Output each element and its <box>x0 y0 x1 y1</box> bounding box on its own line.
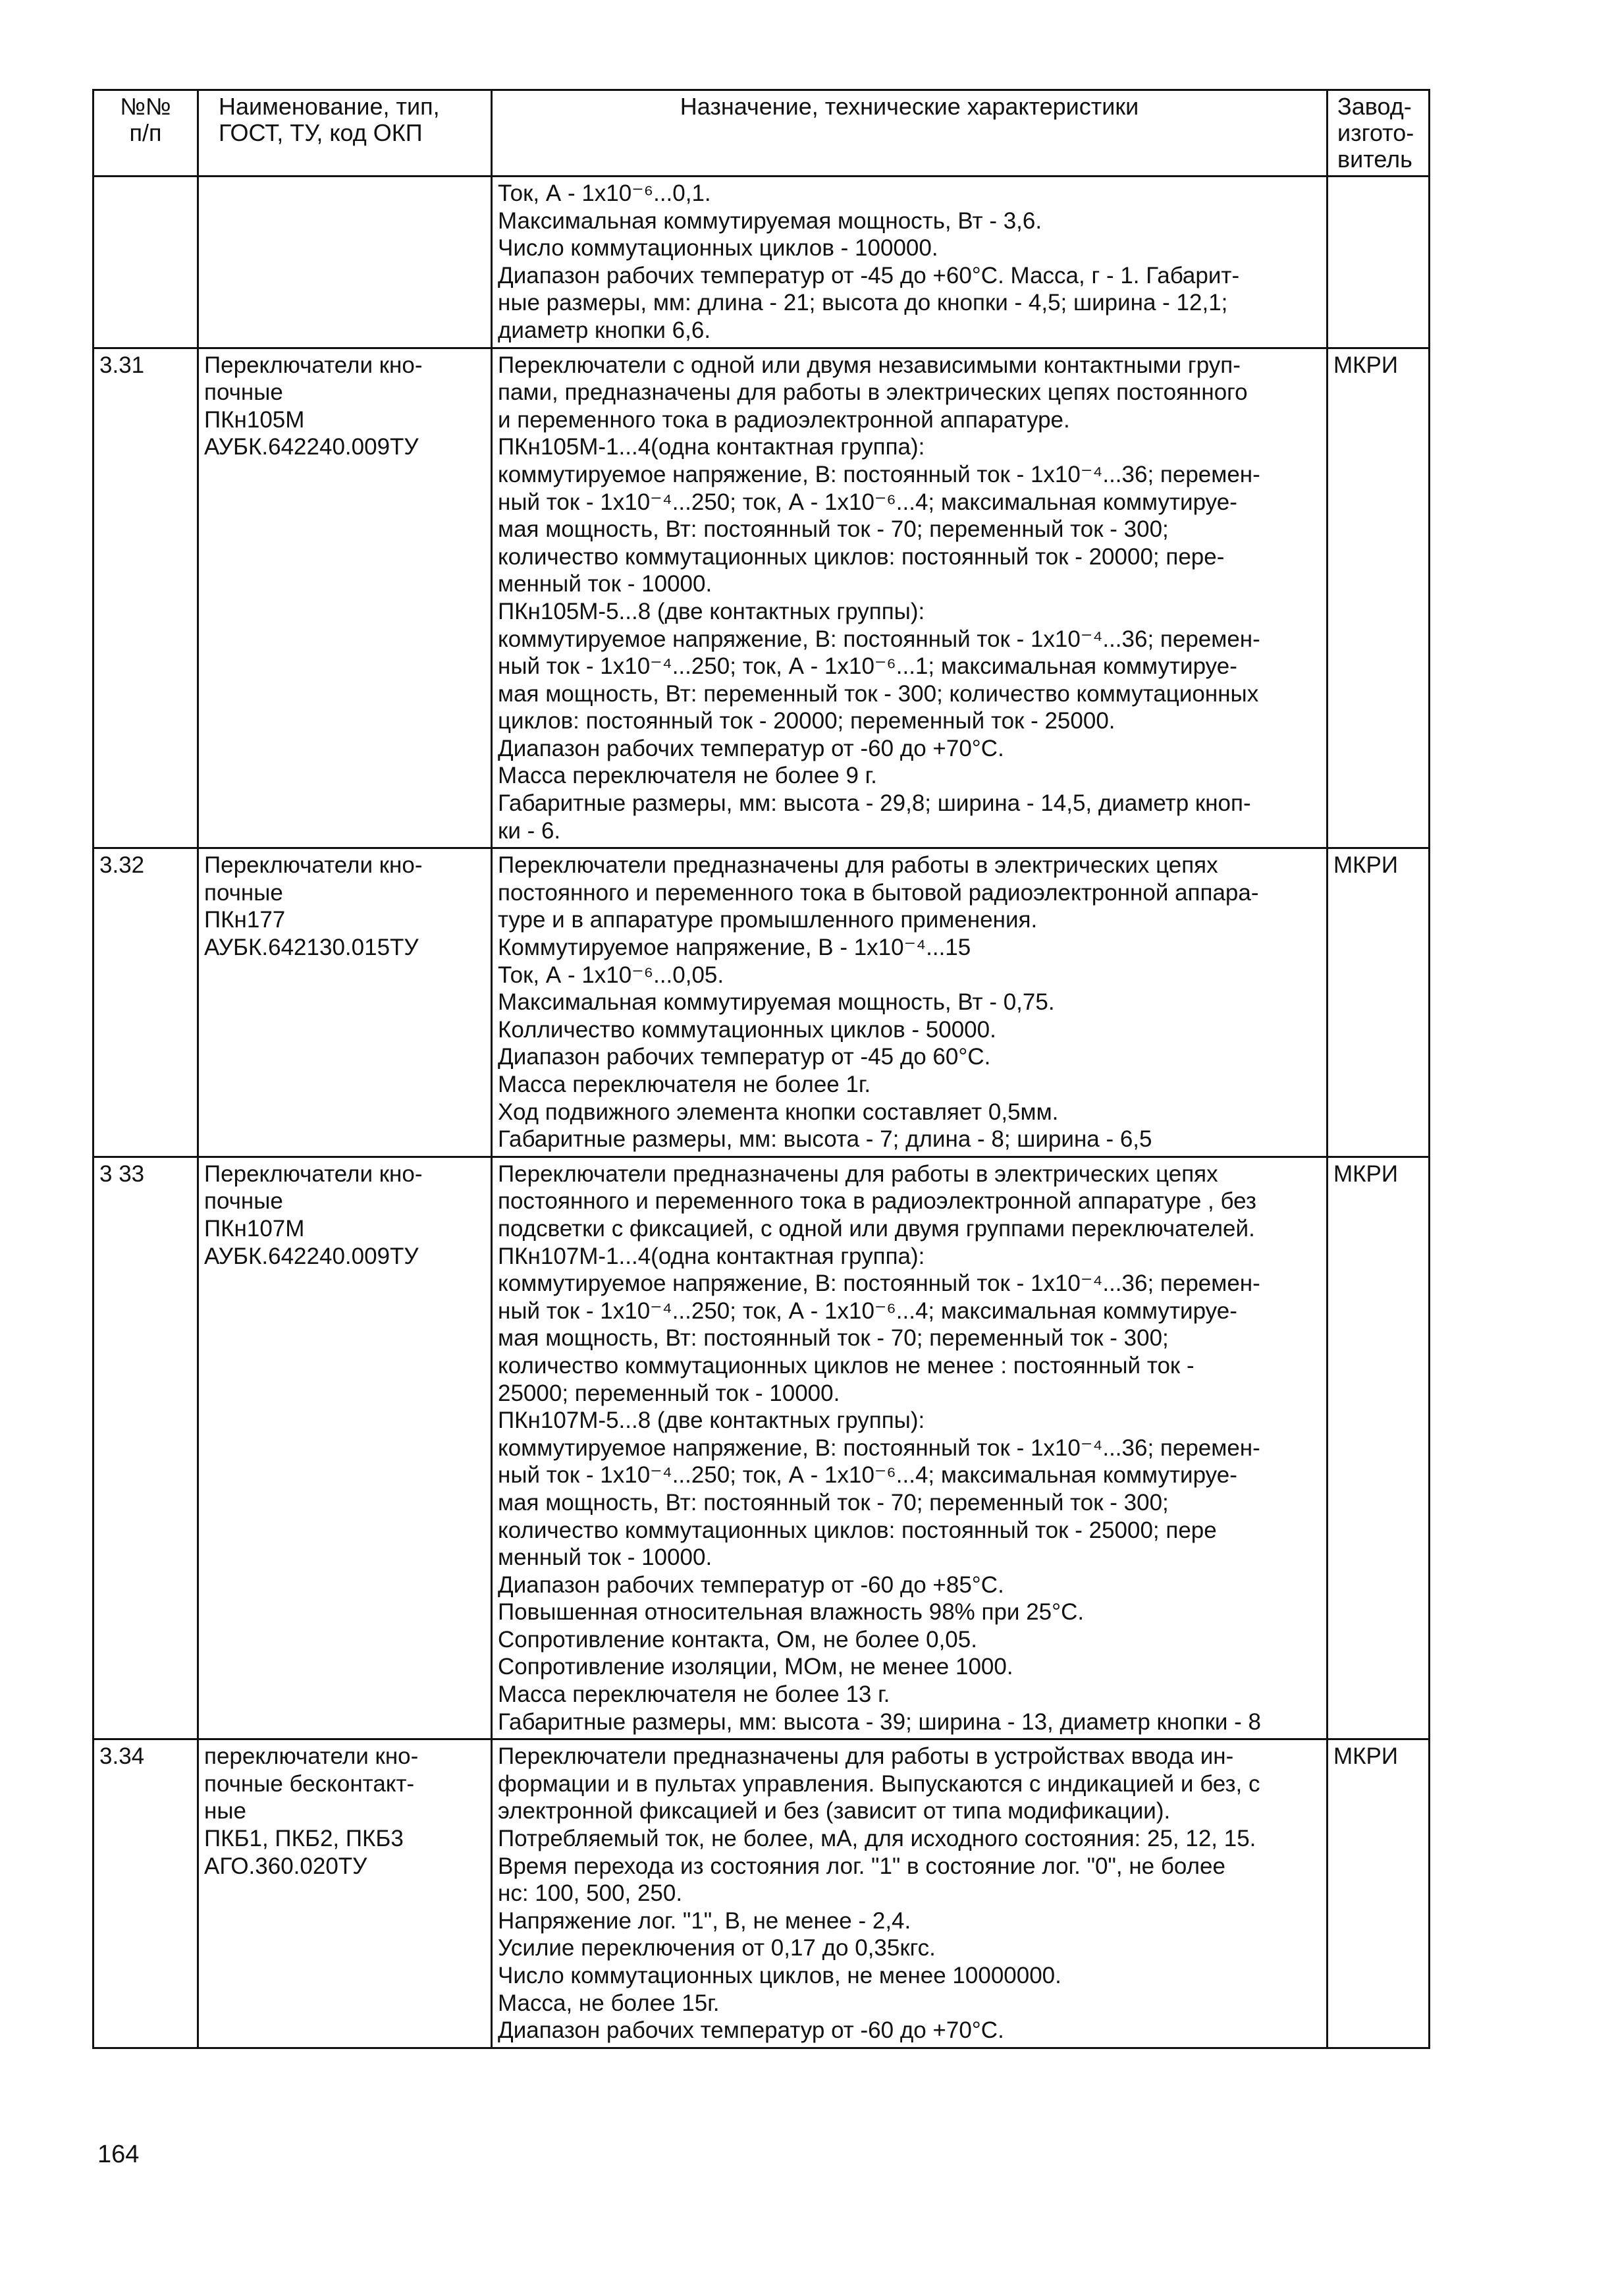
item-name-cell <box>198 848 492 1157</box>
text-line: ные <box>204 1798 246 1824</box>
text-line: постоянного и переменного тока в бытовой радиоэлектронной аппара- <box>498 879 1259 906</box>
text-line: ПКн107М <box>204 1215 305 1242</box>
text-line: формации и в пультах управления. Выпускаются с индикацией и без, с <box>498 1770 1260 1797</box>
text-line: количество коммутационных циклов: постоянный ток - 25000; пере <box>498 1517 1217 1543</box>
text-line: почные <box>204 879 283 906</box>
text-line: ный ток - 1x10⁻⁴...250; ток, А - 1x10⁻⁶...4; максимальная коммутируе- <box>498 489 1237 515</box>
page-number: 164 <box>97 2141 140 2168</box>
text-line: туре и в аппаратуре промышленного применения. <box>498 907 1038 933</box>
text-line: Переключатели с одной или двумя независимыми контактными груп- <box>498 352 1241 378</box>
text-line: АУБК.642130.015ТУ <box>204 935 419 961</box>
text-line: 3 33 <box>99 1161 145 1187</box>
item-manufacturer-cell <box>1328 848 1430 1157</box>
item-number-cell <box>94 348 198 848</box>
text-line: Переключатели предназначены для работы в электрических цепях <box>498 852 1218 879</box>
text-line: Число коммутационных циклов, не менее 10000000. <box>498 1963 1061 1988</box>
text-line: Время перехода из состояния лог. "1" в состояние лог. "0", не более <box>498 1853 1225 1879</box>
text-line: мая мощность, Вт: постоянный ток - 70; переменный ток - 300; <box>498 1325 1169 1352</box>
text-line: ный ток - 1x10⁻⁴...250; ток, А - 1x10⁻⁶...4; максимальная коммутируе- <box>498 1298 1237 1324</box>
item-manufacturer-cell <box>1328 1157 1430 1739</box>
text-line: электронной фиксацией и без (зависит от типа модификации). <box>498 1798 1171 1824</box>
text-line: изгото- <box>1337 119 1414 146</box>
text-line: ГОСТ, ТУ, код ОКП <box>219 119 423 146</box>
item-description-cell <box>492 177 1328 348</box>
text-line: АГО.360.020ТУ <box>204 1853 367 1879</box>
text-line: количество коммутационных циклов: постоянный ток - 20000; пере- <box>498 543 1225 570</box>
text-line: Диапазон рабочих температур от -60 до +70°С. <box>498 735 1004 761</box>
text-line: и переменного тока в радиоэлектронной аппаратуре. <box>498 406 1070 433</box>
text-line: МКРИ <box>1333 352 1399 378</box>
text-line: МКРИ <box>1333 1743 1399 1770</box>
text-line: Масса переключателя не более 9 г. <box>498 763 877 789</box>
text-line: переключатели кно- <box>204 1743 419 1770</box>
text-line: Переключатели кно- <box>204 1161 423 1187</box>
text-line: Число коммутационных циклов - 100000. <box>498 235 938 261</box>
text-line: ПКн105М <box>204 406 305 433</box>
text-line: Диапазон рабочих температур от -45 до +60°С. Масса, г - 1. Габарит- <box>498 262 1240 288</box>
table-row <box>94 348 1430 848</box>
text-line: коммутируемое напряжение, В: постоянный ток - 1x10⁻⁴...36; перемен- <box>498 626 1260 652</box>
text-line: Ток, А - 1x10⁻⁶...0,05. <box>498 962 724 988</box>
item-description-cell <box>492 1157 1328 1739</box>
text-line: ПКн107М-5...8 (две контактных группы): <box>498 1408 925 1434</box>
header-name <box>198 90 492 177</box>
text-line: почные <box>204 379 283 406</box>
text-line: 25000; переменный ток - 10000. <box>498 1380 840 1406</box>
text-line: ПКБ1, ПКБ2, ПКБ3 <box>204 1826 404 1852</box>
text-line: коммутируемое напряжение, В: постоянный ток - 1x10⁻⁴...36; перемен- <box>498 1435 1260 1461</box>
text-line: Ход подвижного элемента кнопки составляет 0,5мм. <box>498 1099 1059 1125</box>
document-page <box>92 89 1414 2049</box>
text-line: №№ <box>120 93 171 120</box>
text-line: Масса переключателя не более 13 г. <box>498 1681 890 1708</box>
text-line: Габаритные размеры, мм: высота - 39; ширина - 13, диаметр кнопки - 8 <box>498 1708 1261 1735</box>
text-line: п/п <box>129 119 162 146</box>
item-manufacturer-cell <box>1328 348 1430 848</box>
item-name-cell <box>198 348 492 848</box>
text-line: Колличество коммутационных циклов - 50000. <box>498 1016 996 1043</box>
text-line: Напряжение лог. "1", В, не менее - 2,4. <box>498 1907 911 1934</box>
text-line: Максимальная коммутируемая мощность, Вт - 0,75. <box>498 989 1055 1016</box>
text-line: Диапазон рабочих температур от -60 до +70°С. <box>498 2017 1004 2044</box>
item-manufacturer-cell <box>1328 1739 1430 2048</box>
text-line: АУБК.642240.009ТУ <box>204 434 419 460</box>
item-name-cell <box>198 1739 492 2048</box>
text-line: Сопротивление контакта, Ом, не более 0,05. <box>498 1626 977 1653</box>
text-line: ный ток - 1x10⁻⁴...250; ток, А - 1x10⁻⁶...1; максимальная коммутируе- <box>498 653 1237 680</box>
text-line: менный ток - 10000. <box>498 571 712 597</box>
table-row <box>94 848 1430 1157</box>
text-line: Переключатели кно- <box>204 852 423 879</box>
text-line: Переключатели предназначены для работы в устройствах ввода ин- <box>498 1743 1234 1770</box>
text-line: Переключатели предназначены для работы в электрических цепях <box>498 1161 1218 1187</box>
table-row <box>94 1739 1430 2048</box>
text-line: коммутируемое напряжение, В: постоянный ток - 1x10⁻⁴...36; перемен- <box>498 461 1260 487</box>
text-line: Максимальная коммутируемая мощность, Вт - 3,6. <box>498 207 1042 234</box>
text-line: витель <box>1337 146 1412 173</box>
item-description-cell <box>492 348 1328 848</box>
text-line: Сопротивление изоляции, МОм, не менее 1000. <box>498 1654 1013 1680</box>
text-line: диаметр кнопки 6,6. <box>498 317 711 343</box>
item-number-cell <box>94 1157 198 1739</box>
text-line: 3.31 <box>99 352 145 378</box>
item-number-cell <box>94 177 198 348</box>
text-line: ПКн105М-1...4(одна контактная группа): <box>498 434 925 460</box>
text-line: Диапазон рабочих температур от -45 до 60°С. <box>498 1044 991 1070</box>
text-line: Назначение, технические характеристики <box>680 93 1139 120</box>
header-number <box>94 90 198 177</box>
text-line: МКРИ <box>1333 852 1399 879</box>
text-line: Масса переключателя не более 1г. <box>498 1072 871 1097</box>
text-line: ки - 6. <box>498 817 561 844</box>
table-header-row <box>94 90 1430 177</box>
text-line: пами, предназначены для работы в электрических цепях постоянного <box>498 379 1248 406</box>
text-line: коммутируемое напряжение, В: постоянный ток - 1x10⁻⁴...36; перемен- <box>498 1271 1260 1297</box>
text-line: ный ток - 1x10⁻⁴...250; ток, А - 1x10⁻⁶...4; максимальная коммутируе- <box>498 1462 1237 1489</box>
text-line: нс: 100, 500, 250. <box>498 1880 683 1907</box>
text-line: Переключатели кно- <box>204 352 423 378</box>
text-line: Ток, А - 1x10⁻⁶...0,1. <box>498 180 711 206</box>
text-line: ПКн105М-5...8 (две контактных группы): <box>498 598 925 624</box>
text-line: Габаритные размеры, мм: высота - 29,8; ширина - 14,5, диаметр кноп- <box>498 790 1251 817</box>
text-line: 3.32 <box>99 852 145 879</box>
table-body <box>94 177 1430 2048</box>
text-line: МКРИ <box>1333 1161 1399 1187</box>
text-line: количество коммутационных циклов не менее : постоянный ток - <box>498 1352 1194 1379</box>
header-description <box>492 90 1328 177</box>
text-line: Диапазон рабочих температур от -60 до +85°С. <box>498 1572 1004 1598</box>
table-row <box>94 177 1430 348</box>
text-line: Коммутируемое напряжение, В - 1x10⁻⁴...15 <box>498 935 971 961</box>
text-line: ПКн107М-1...4(одна контактная группа): <box>498 1243 925 1269</box>
text-line: Потребляемый ток, не более, мА, для исходного состояния: 25, 12, 15. <box>498 1826 1256 1852</box>
text-line: подсветки с фиксацией, с одной или двумя группами переключателей. <box>498 1215 1255 1242</box>
text-line: мая мощность, Вт: постоянный ток - 70; переменный ток - 300; <box>498 1489 1169 1516</box>
item-description-cell <box>492 1739 1328 2048</box>
item-number-cell <box>94 848 198 1157</box>
text-line: Наименование, тип, <box>219 93 440 120</box>
item-manufacturer-cell <box>1328 177 1430 348</box>
text-line: Усилие переключения от 0,17 до 0,35кгс. <box>498 1935 936 1961</box>
text-line: Завод- <box>1337 93 1412 120</box>
text-line: мая мощность, Вт: переменный ток - 300; количество коммутационных <box>498 680 1259 707</box>
text-line: Масса, не более 15г. <box>498 1990 720 2016</box>
item-name-cell <box>198 1157 492 1739</box>
text-line: менный ток - 10000. <box>498 1544 712 1571</box>
text-line: Габаритные размеры, мм: высота - 7; длина - 8; ширина - 6,5 <box>498 1126 1152 1153</box>
specifications-table <box>92 89 1430 2049</box>
item-description-cell <box>492 848 1328 1157</box>
text-line: постоянного и переменного тока в радиоэлектронной аппаратуре , без <box>498 1188 1256 1215</box>
text-line: АУБК.642240.009ТУ <box>204 1243 419 1269</box>
text-line: циклов: постоянный ток - 20000; переменный ток - 25000. <box>498 708 1115 734</box>
text-line: ПКн177 <box>204 907 286 933</box>
item-number-cell <box>94 1739 198 2048</box>
text-line: почные бесконтакт- <box>204 1770 415 1797</box>
text-line: ные размеры, мм: длина - 21; высота до кнопки - 4,5; ширина - 12,1; <box>498 290 1228 316</box>
item-name-cell <box>198 177 492 348</box>
table-row <box>94 1157 1430 1739</box>
text-line: Повышенная относительная влажность 98% при 25°С. <box>498 1599 1085 1626</box>
text-line: мая мощность, Вт: постоянный ток - 70; переменный ток - 300; <box>498 516 1169 543</box>
text-line: 3.34 <box>99 1743 145 1770</box>
header-manufacturer <box>1328 90 1430 177</box>
text-line: почные <box>204 1188 283 1215</box>
